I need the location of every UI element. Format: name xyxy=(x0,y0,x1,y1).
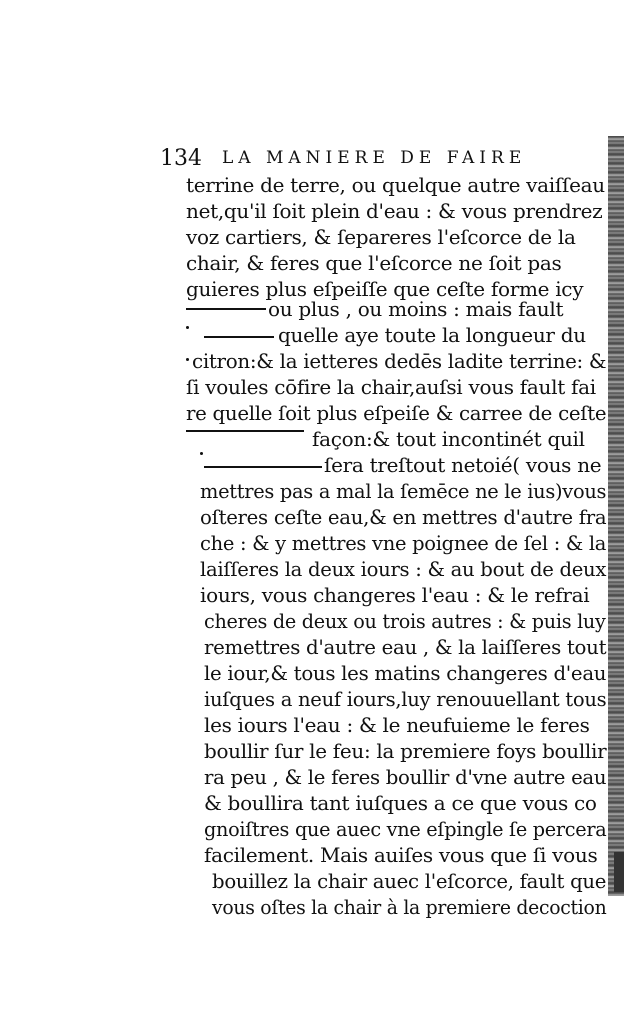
text-line: iuſques a neuf iours,luy renouuellant tous xyxy=(204,687,607,711)
text-line: che : & y mettres vne poignee de ſel : & la xyxy=(200,531,607,555)
book-gutter-shadow xyxy=(614,852,624,892)
length-rule xyxy=(204,336,274,338)
page-header xyxy=(160,146,540,174)
text-line: net,qu'il ſoit plein d'eau : & vous prendrez xyxy=(186,199,603,223)
text-line: ra peu , & le feres boullir d'vne autre eau xyxy=(204,765,607,789)
text-line: facilement. Mais auiſes vous que ſi vous xyxy=(204,843,598,867)
text-line: boullir ſur le feu: la premiere foys boullir xyxy=(204,739,607,763)
square-rule xyxy=(204,466,322,468)
text-line: guieres plus eſpeiſſe que ceſte forme icy xyxy=(186,277,584,301)
page-number: 134 xyxy=(160,146,202,171)
text-line: quelle aye toute la longueur du xyxy=(278,323,586,347)
text-line: oſteres ceſte eau,& en mettres d'autre fra xyxy=(200,505,607,529)
text-line: gnoiſtres que auec vne eſpingle ſe percera xyxy=(204,817,607,841)
text-line: ou plus , ou moins : mais fault xyxy=(268,297,564,321)
text-line: voz cartiers, & ſepareres l'eſcorce de la xyxy=(186,225,576,249)
text-line: remettres d'autre eau , & la laiſſeres tout xyxy=(204,635,607,659)
dot-mark xyxy=(200,452,203,455)
text-line: & boullira tant iuſques a ce que vous co xyxy=(204,791,597,815)
text-line: mettres pas a mal la ſemēce ne le ius)vous xyxy=(200,479,607,503)
square-rule xyxy=(186,430,304,432)
text-line: citron:& la ietteres dedēs ladite terrine: & xyxy=(192,349,607,373)
text-line: terrine de terre, ou quelque autre vaiſſeau xyxy=(186,173,605,197)
text-line: re quelle ſoit plus eſpeiſe & carree de ceſte xyxy=(186,401,607,425)
text-line: ſera treſtout netoié( vous ne xyxy=(324,453,602,477)
dot-mark xyxy=(186,358,189,361)
text-line: façon:& tout incontinét quil xyxy=(312,427,585,451)
text-line: vous oſtes la chair à la premiere decoction xyxy=(212,895,607,919)
dot-mark xyxy=(186,326,189,329)
running-head: LA MANIERE DE FAIRE xyxy=(222,148,527,168)
thickness-rule xyxy=(186,308,266,310)
text-line: le iour,& tous les matins changeres d'eau xyxy=(204,661,607,685)
book-gutter-edge xyxy=(608,136,624,896)
text-line: laiſſeres la deux iours : & au bout de deux xyxy=(200,557,607,581)
text-line: ſi voules cōfire la chair,auſsi vous fault fai xyxy=(186,375,596,399)
text-line: les iours l'eau : & le neufuieme le feres xyxy=(204,713,590,737)
text-line: bouillez la chair auec l'eſcorce, fault que xyxy=(212,869,607,893)
text-line: iours, vous changeres l'eau : & le refrai xyxy=(200,583,590,607)
text-line: cheres de deux ou trois autres : & puis luy xyxy=(204,609,606,633)
text-line: chair, & feres que l'eſcorce ne ſoit pas xyxy=(186,251,562,275)
